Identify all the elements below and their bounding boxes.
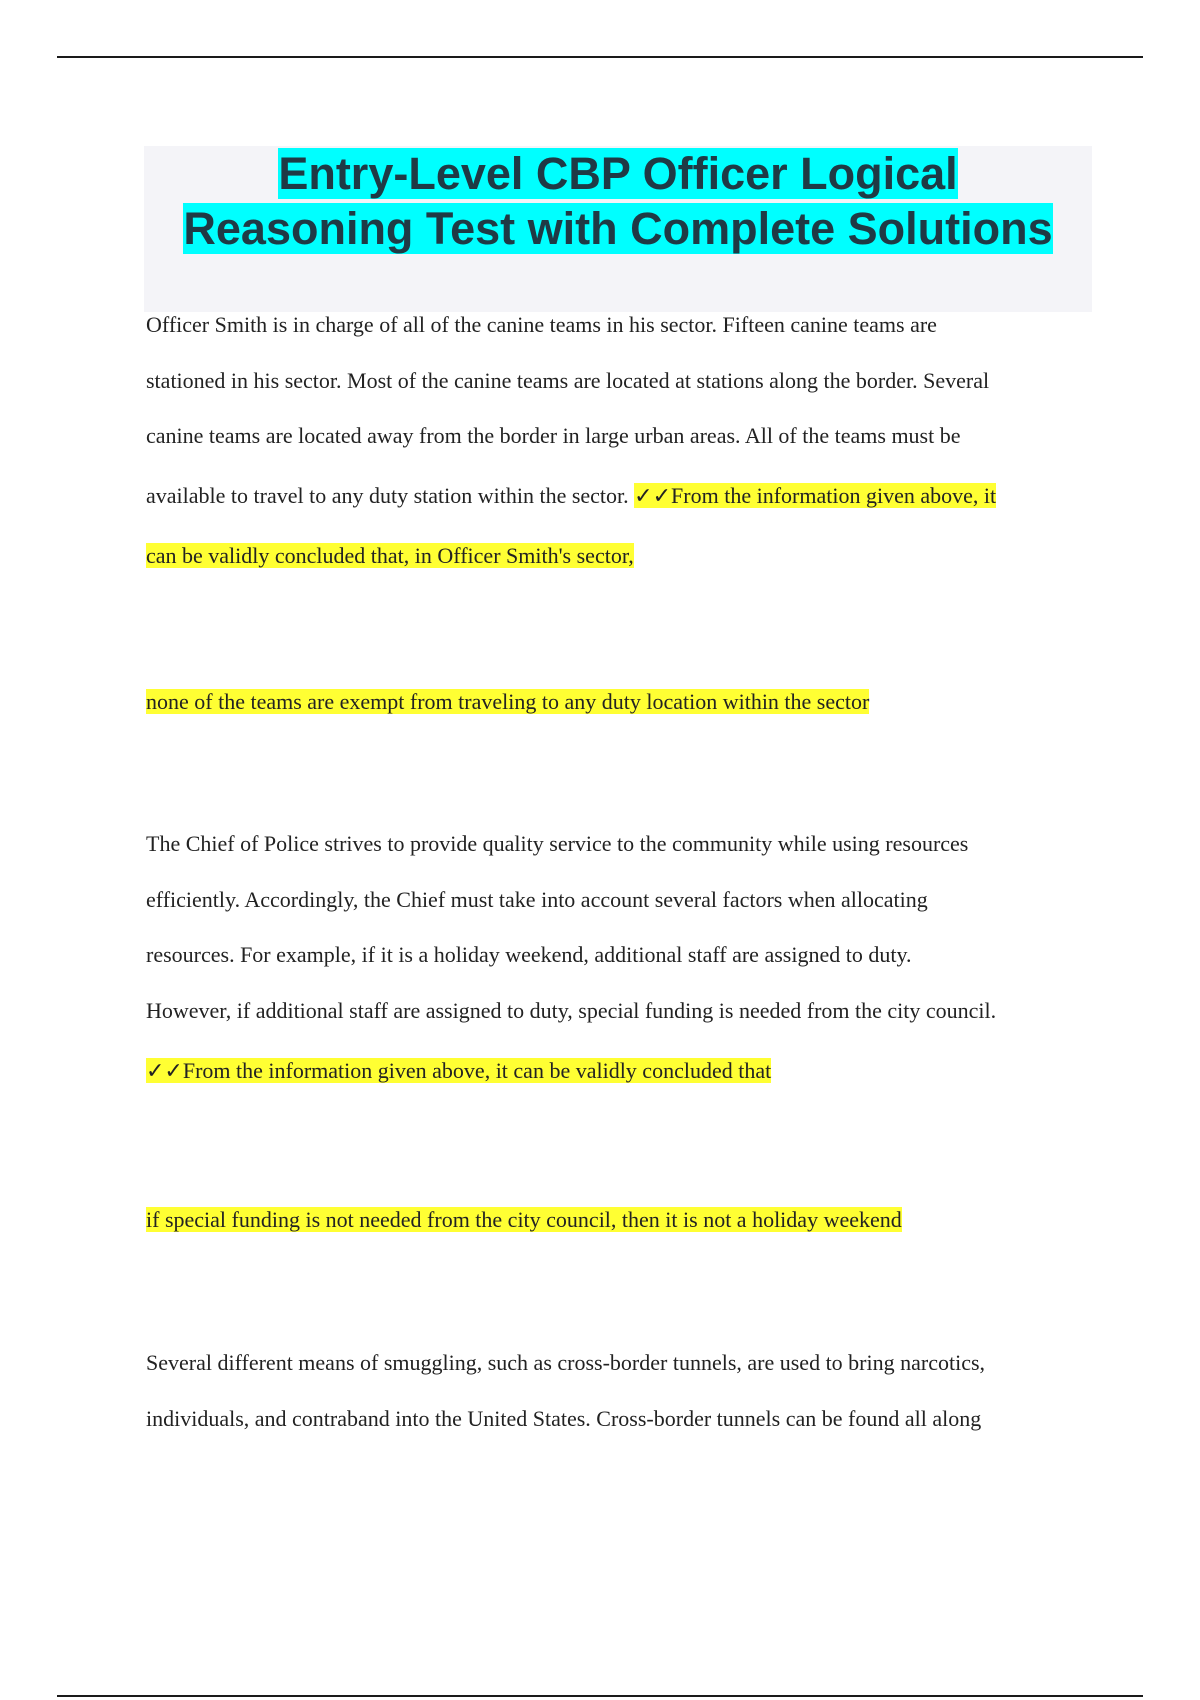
document-title-line-2: Reasoning Test with Complete Solutions [183, 203, 1053, 254]
question-2-line-1: The Chief of Police strives to provide quality service to the community while using resources [146, 831, 969, 856]
question-2-line-3: resources. For example, if it is a holiday weekend, additional staff are assigned to duty. [146, 942, 912, 967]
question-1-prompt-end: can be validly concluded that, in Officer Smith's sector, [146, 543, 634, 568]
answer-1-text: none of the teams are exempt from traveling to any duty location within the sector [146, 689, 870, 714]
header-rule [57, 56, 1143, 58]
footer-rule [57, 1695, 1143, 1697]
question-1-line-2: stationed in his sector. Most of the canine teams are located at stations along the border. Several [146, 368, 990, 393]
question-1-line-4-text: available to travel to any duty station within the sector. [146, 483, 635, 508]
question-2-line-4: However, if additional staff are assigned to duty, special funding is needed from the city council. [146, 998, 997, 1023]
document-title-line-1: Entry-Level CBP Officer Logical [278, 148, 958, 199]
question-1-prompt-start: ✓✓From the information given above, it [634, 483, 997, 508]
answer-2-text: if special funding is not needed from the city council, then it is not a holiday weekend [146, 1207, 902, 1232]
question-2-prompt: ✓✓From the information given above, it can be validly concluded that [146, 1058, 772, 1083]
question-3-line-1: Several different means of smuggling, such as cross-border tunnels, are used to bring narcotics, [146, 1350, 986, 1375]
question-1-prompt-line-2 [146, 541, 634, 571]
question-2-prompt-line [146, 1056, 771, 1086]
question-1-line-4 [146, 481, 996, 511]
question-1-line-1: Officer Smith is in charge of all of the canine teams in his sector. Fifteen canine teams are [146, 312, 937, 337]
question-3-line-2: individuals, and contraband into the United States. Cross-border tunnels can be found all along [146, 1406, 982, 1431]
question-2-line-2: efficiently. Accordingly, the Chief must take into account several factors when allocating [146, 887, 928, 912]
question-1-line-3: canine teams are located away from the border in large urban areas. All of the teams must be [146, 423, 961, 448]
title-block [144, 146, 1092, 312]
